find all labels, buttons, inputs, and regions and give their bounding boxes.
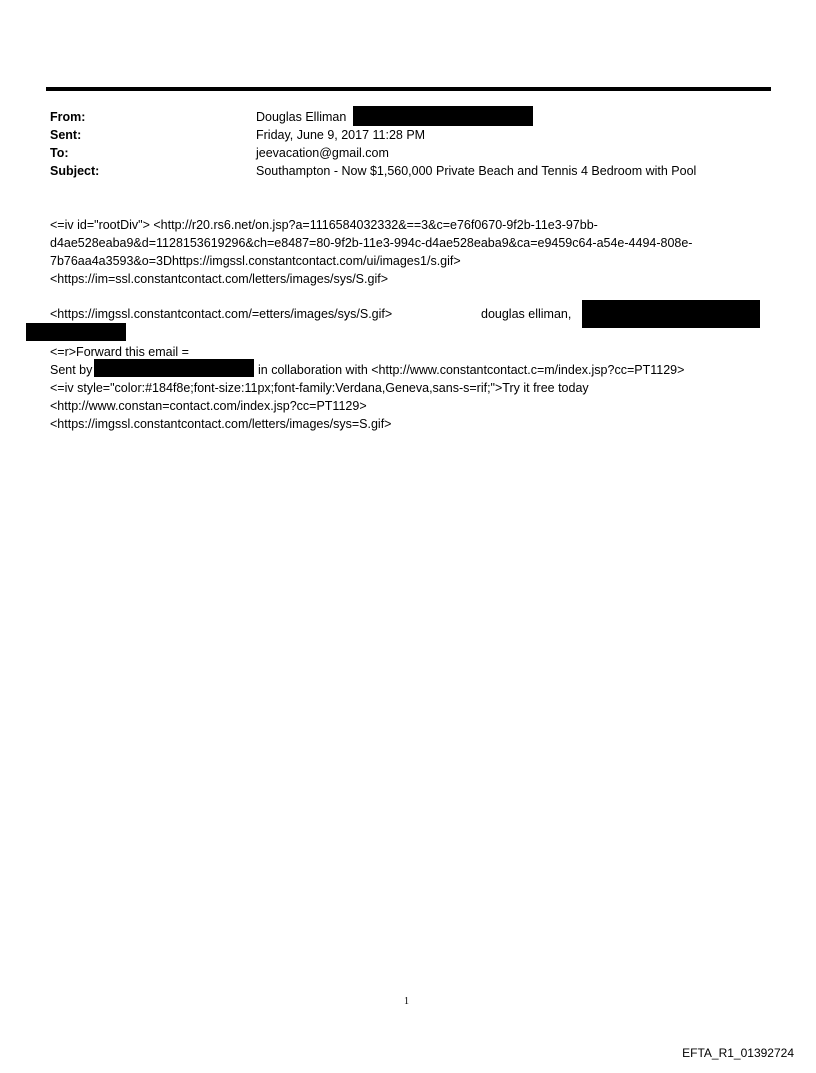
redaction-from-email — [353, 106, 533, 126]
header-rule — [46, 87, 771, 91]
body-line: d4ae528eaba9&d=1128153619296&ch=e8487=80-9f2b-11e3-994c-d4ae528eaba9&ca=e9459c64-a54e-4494-808e- — [50, 236, 693, 250]
bates-number: EFTA_R1_01392724 — [682, 1046, 794, 1060]
body-line: <=iv style="color:#184f8e;font-size:11px;font-family:Verdana,Geneva,sans-s=rif;">Try it free today — [50, 381, 589, 395]
subject-value: Southampton - Now $1,560,000 Private Beach and Tennis 4 Bedroom with Pool — [256, 164, 697, 178]
to-value: jeevacation@gmail.com — [256, 146, 389, 160]
from-label: From: — [50, 110, 86, 124]
body-line: <https://im=ssl.constantcontact.com/letters/images/sys/S.gif> — [50, 272, 388, 286]
body-line: <http://www.constan=contact.com/index.jsp?cc=PT1129> — [50, 399, 367, 413]
subject-label: Subject: — [50, 164, 100, 178]
body-line: <https://imgssl.constantcontact.com/letters/images/sys=S.gif> — [50, 417, 392, 431]
redaction-recipient — [582, 300, 760, 328]
sent-value: Friday, June 9, 2017 11:28 PM — [256, 128, 426, 142]
sent-label: Sent: — [50, 128, 82, 142]
to-label: To: — [50, 146, 69, 160]
sent-by-label: Sent by — [50, 363, 93, 377]
redaction-recipient-continued — [26, 323, 126, 341]
recipient-name: douglas elliman, — [481, 307, 572, 321]
body-line: <=r>Forward this email = — [50, 345, 189, 359]
body-line: <https://imgssl.constantcontact.com/=etters/images/sys/S.gif> — [50, 307, 393, 321]
page-number: 1 — [404, 996, 409, 1007]
redaction-sender — [94, 359, 254, 377]
body-line: 7b76aa4a3593&o=3Dhttps://imgssl.constantcontact.com/ui/images1/s.gif> — [50, 254, 461, 268]
body-line: in collaboration with <http://www.constantcontact.c=m/index.jsp?cc=PT1129> — [258, 363, 685, 377]
body-line: <=iv id="rootDiv"> <http://r20.rs6.net/on.jsp?a=1116584032332&==3&c=e76f0670-9f2b-11e3-97bb- — [50, 218, 598, 232]
from-value: Douglas Elliman — [256, 110, 347, 124]
